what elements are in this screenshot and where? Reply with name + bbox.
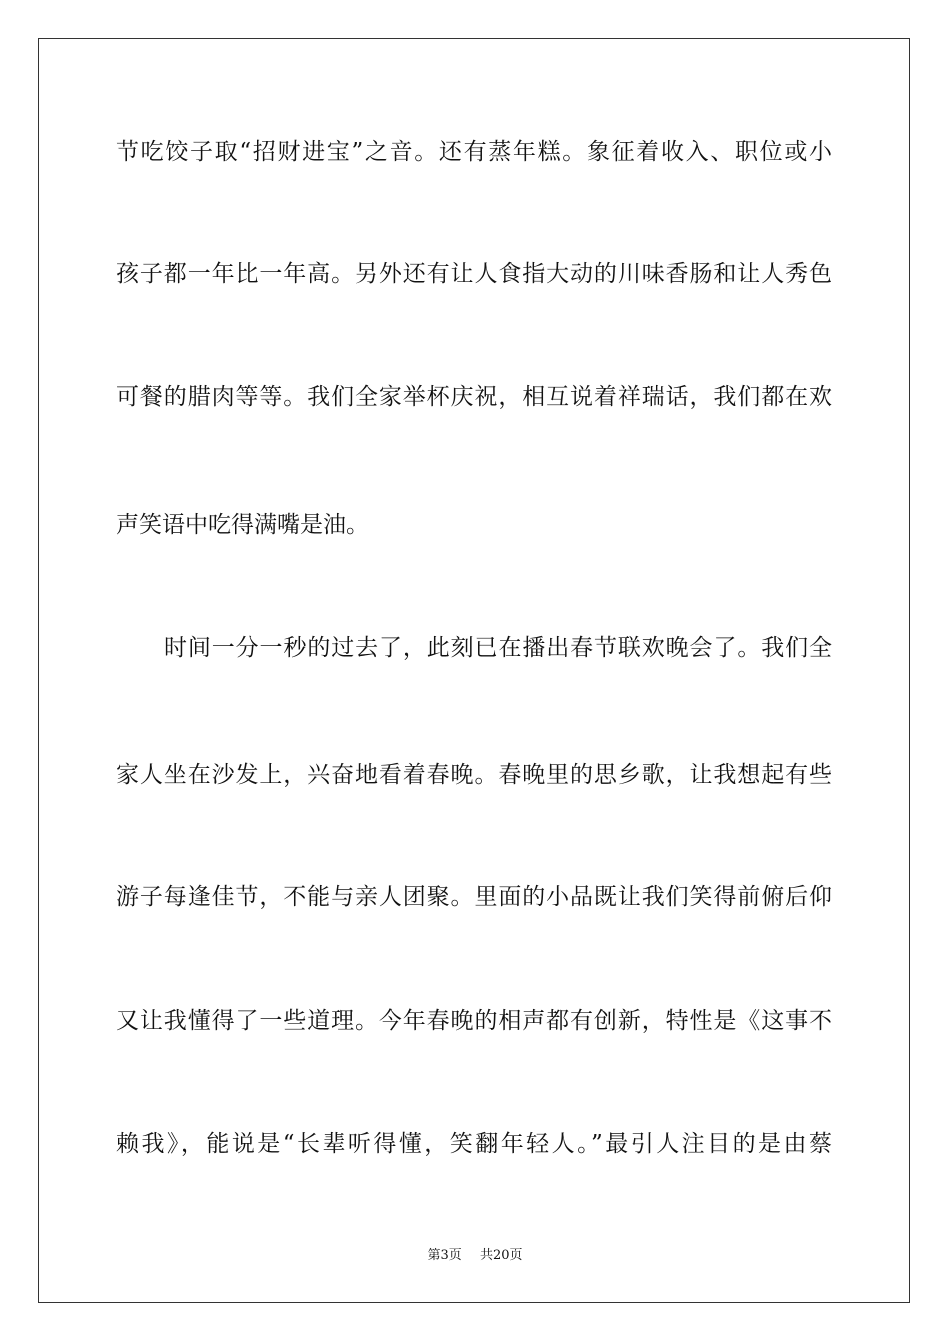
page-number: 第3页 xyxy=(427,1248,462,1263)
page-border xyxy=(38,38,910,1303)
text-line: 节吃饺子取“招财进宝”之音。还有蒸年糕。象征着收入、职位或小 xyxy=(116,139,832,165)
text-line: 又让我懂得了一些道理。今年春晚的相声都有创新，特性是《这事不 xyxy=(116,1008,832,1034)
page-total: 共20页 xyxy=(479,1248,523,1263)
text-line: 可餐的腊肉等等。我们全家举杯庆祝，相互说着祥瑞话，我们都在欢 xyxy=(116,384,832,410)
text-line: 赖我》，能说是“长辈听得懂，笑翻年轻人。”最引人注目的是由蔡 xyxy=(116,1131,832,1157)
text-line: 声笑语中吃得满嘴是油。 xyxy=(116,512,369,538)
text-line: 家人坐在沙发上，兴奋地看着春晚。春晚里的思乡歌，让我想起有些 xyxy=(116,762,832,788)
page-footer xyxy=(0,1247,950,1265)
text-line: 游子每逢佳节，不能与亲人团聚。里面的小品既让我们笑得前俯后仰 xyxy=(116,884,832,910)
text-line: 孩子都一年比一年高。另外还有让人食指大动的川味香肠和让人秀色 xyxy=(116,261,832,287)
paragraph-first-line: 时间一分一秒的过去了，此刻已在播出春节联欢晚会了。我们全 xyxy=(164,635,832,661)
